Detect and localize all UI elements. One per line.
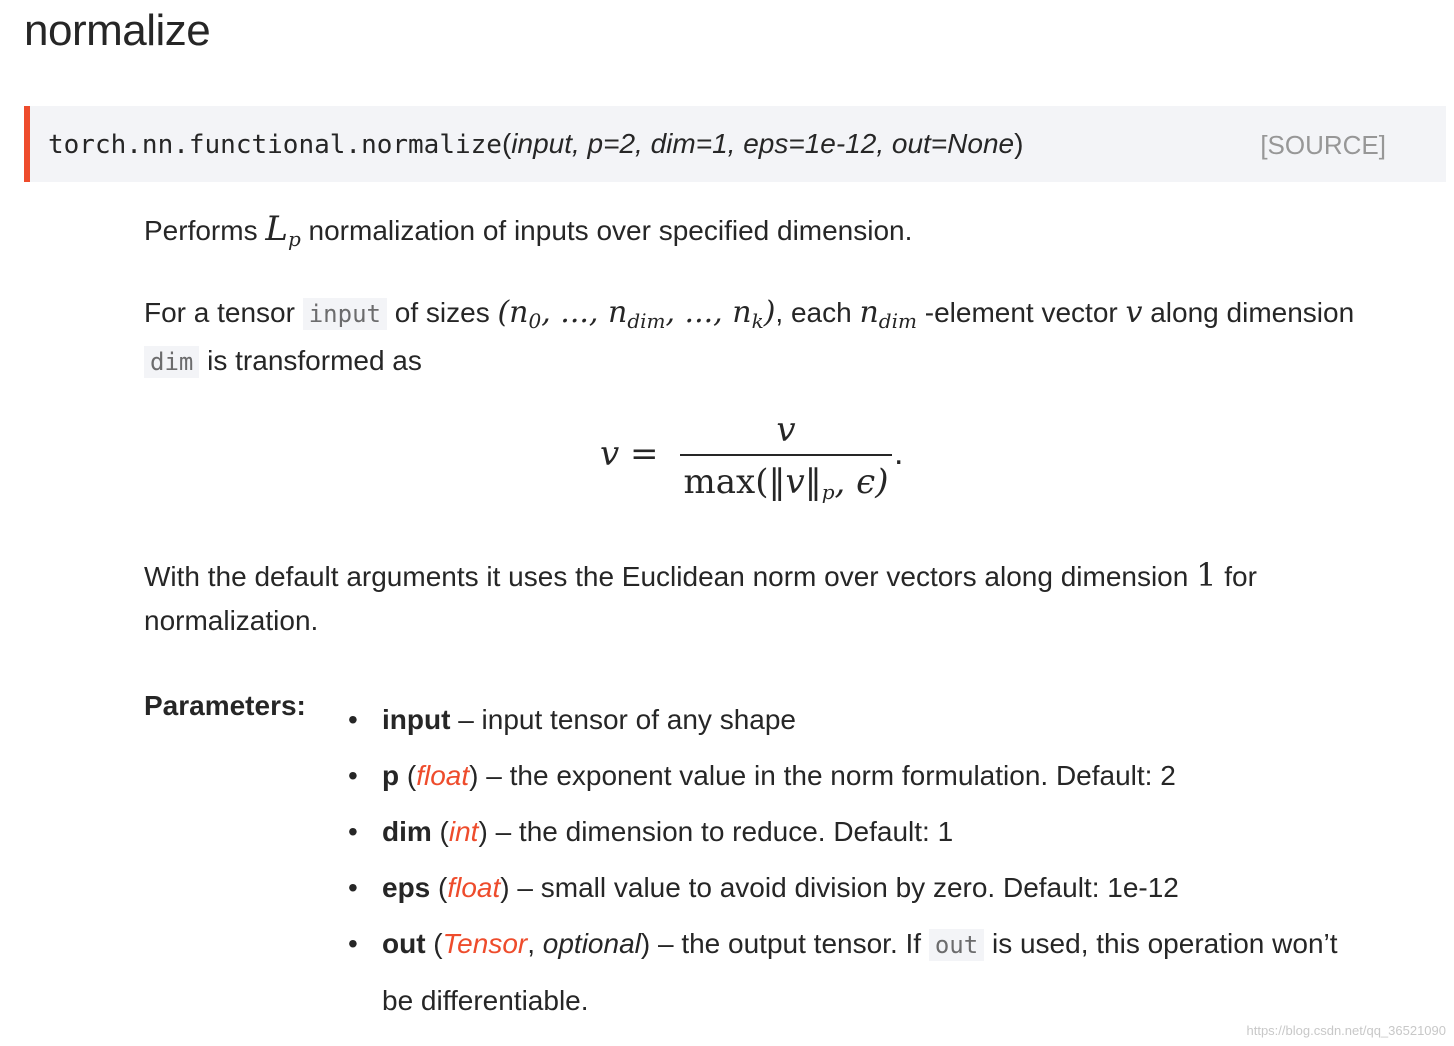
inline-code-input: input	[303, 298, 387, 330]
param-out: • out (Tensor, optional) – the output tensor. If out is used, this operation won’t	[340, 916, 1338, 973]
description-tensor-line2: dim is transformed as	[144, 338, 422, 385]
bullet: •	[348, 872, 358, 903]
function-name: torch.nn.functional.normalize	[48, 130, 502, 160]
type-link-tensor[interactable]: Tensor	[442, 928, 528, 959]
math-lp: $L_p$	[265, 209, 301, 251]
description-default-line1: With the default arguments it uses the Euclidean norm over vectors along dimension 1 for	[144, 556, 1257, 594]
fraction-bar	[680, 454, 892, 456]
inline-code-out: out	[929, 929, 984, 961]
signature-text	[48, 128, 1023, 160]
math-ndim: $n_{dim}$	[859, 295, 917, 333]
type-link-int[interactable]: int	[448, 816, 479, 847]
param-input: • input – input tensor of any shape	[340, 692, 1338, 748]
function-signature	[24, 106, 1446, 182]
equation-denominator: $\max(‖v‖_p$, ϵ)	[683, 462, 889, 504]
equation-numerator: v	[776, 410, 796, 450]
equation-lhs: v =	[600, 434, 659, 474]
bullet: •	[348, 928, 358, 959]
param-eps: • eps (float) – small value to avoid division by zero. Default: 1e-12	[340, 860, 1338, 916]
equation-period: .	[894, 434, 904, 472]
math-sizes: ($n_0$, ..., $n_{dim}$, ..., $n_k$)	[497, 295, 776, 333]
equation-fraction	[680, 410, 892, 504]
bullet: •	[348, 704, 358, 735]
source-link[interactable]: [SOURCE]	[1260, 130, 1386, 160]
function-args: input, p=2, dim=1, eps=1e-12, out=None	[511, 128, 1015, 159]
param-dim: • dim (int) – the dimension to reduce. Default: 1	[340, 804, 1338, 860]
bullet: •	[348, 816, 358, 847]
type-link-float[interactable]: float	[447, 872, 501, 903]
inline-code-dim: dim	[144, 346, 199, 378]
args-close-paren: )	[1014, 128, 1024, 159]
type-link-float[interactable]: float	[416, 760, 470, 791]
page-title: normalize	[24, 6, 211, 55]
math-v: v	[1125, 295, 1143, 330]
param-out-continued: be differentiable.	[382, 985, 589, 1016]
math-one: 1	[1196, 556, 1217, 594]
description-default-line2: normalization.	[144, 605, 319, 636]
description-tensor-line1: For a tensor input of sizes ($n_0$, ..., $n_{dim}$, ..., $n_k$), each $n_{dim}$ -element vector v along dimension	[144, 295, 1355, 333]
args-open-paren: (	[501, 128, 512, 159]
description-lp: Performs $L_p$ normalization of inputs over specified dimension.	[144, 209, 913, 251]
param-p: • p (float) – the exponent value in the norm formulation. Default: 2	[340, 748, 1338, 804]
watermark: https://blog.csdn.net/qq_36521090	[1246, 1023, 1446, 1038]
bullet: •	[348, 760, 358, 791]
parameters-label: Parameters:	[144, 690, 306, 721]
parameters-list	[340, 692, 1338, 1029]
